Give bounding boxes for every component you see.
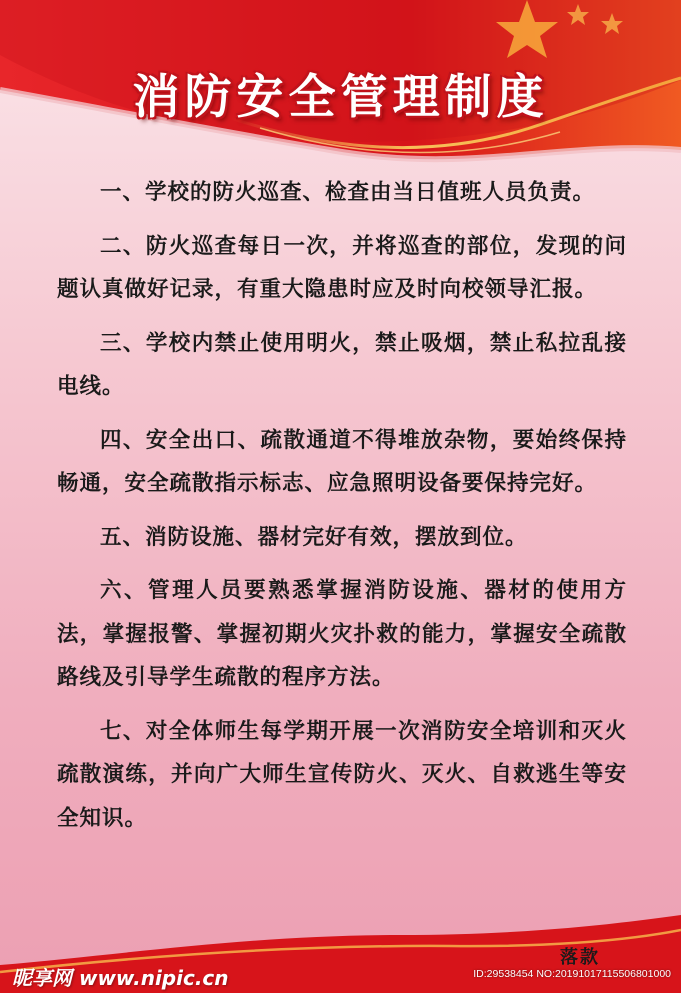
- rule-paragraph-1: 一、学校的防火巡查、检查由当日值班人员负责。: [100, 180, 596, 205]
- rules-body: [57, 171, 627, 850]
- rule-paragraph-6: 六、管理人员要熟悉掌握消防设施、器材的使用方法，掌握报警、掌握初期火灾扑救的能力，掌握安全疏散路线及引导学生疏散的程序方法。: [57, 578, 627, 690]
- rule-paragraph-5: 五、消防设施、器材完好有效，摆放到位。: [100, 524, 528, 550]
- page-title: 消防安全管理制度: [132, 70, 549, 125]
- rule-paragraph-7: 七、对全体师生每学期开展一次消防安全培训和灭火疏散演练，并向广大师生宣传防火、灭火、自救逃生等安全知识。: [57, 718, 627, 831]
- watermark-logo: 昵享网 www.nipic.cn: [12, 966, 229, 990]
- rule-paragraph-3: 三、学校内禁止使用明火，禁止吸烟，禁止私拉乱接电线。: [57, 330, 627, 399]
- rule-paragraph-2: 二、防火巡查每日一次，并将巡查的部位，发现的问题认真做好记录，有重大隐患时应及时向校领导汇报。: [57, 233, 627, 302]
- signature: 落款: [560, 947, 600, 968]
- watermark: [0, 958, 681, 993]
- watermark-id: ID:29538454 NO:20191017115506801000: [473, 968, 671, 980]
- rule-paragraph-4: 四、安全出口、疏散通道不得堆放杂物，要始终保持畅通，安全疏散指示标志、应急照明设备要保持完好。: [57, 427, 627, 496]
